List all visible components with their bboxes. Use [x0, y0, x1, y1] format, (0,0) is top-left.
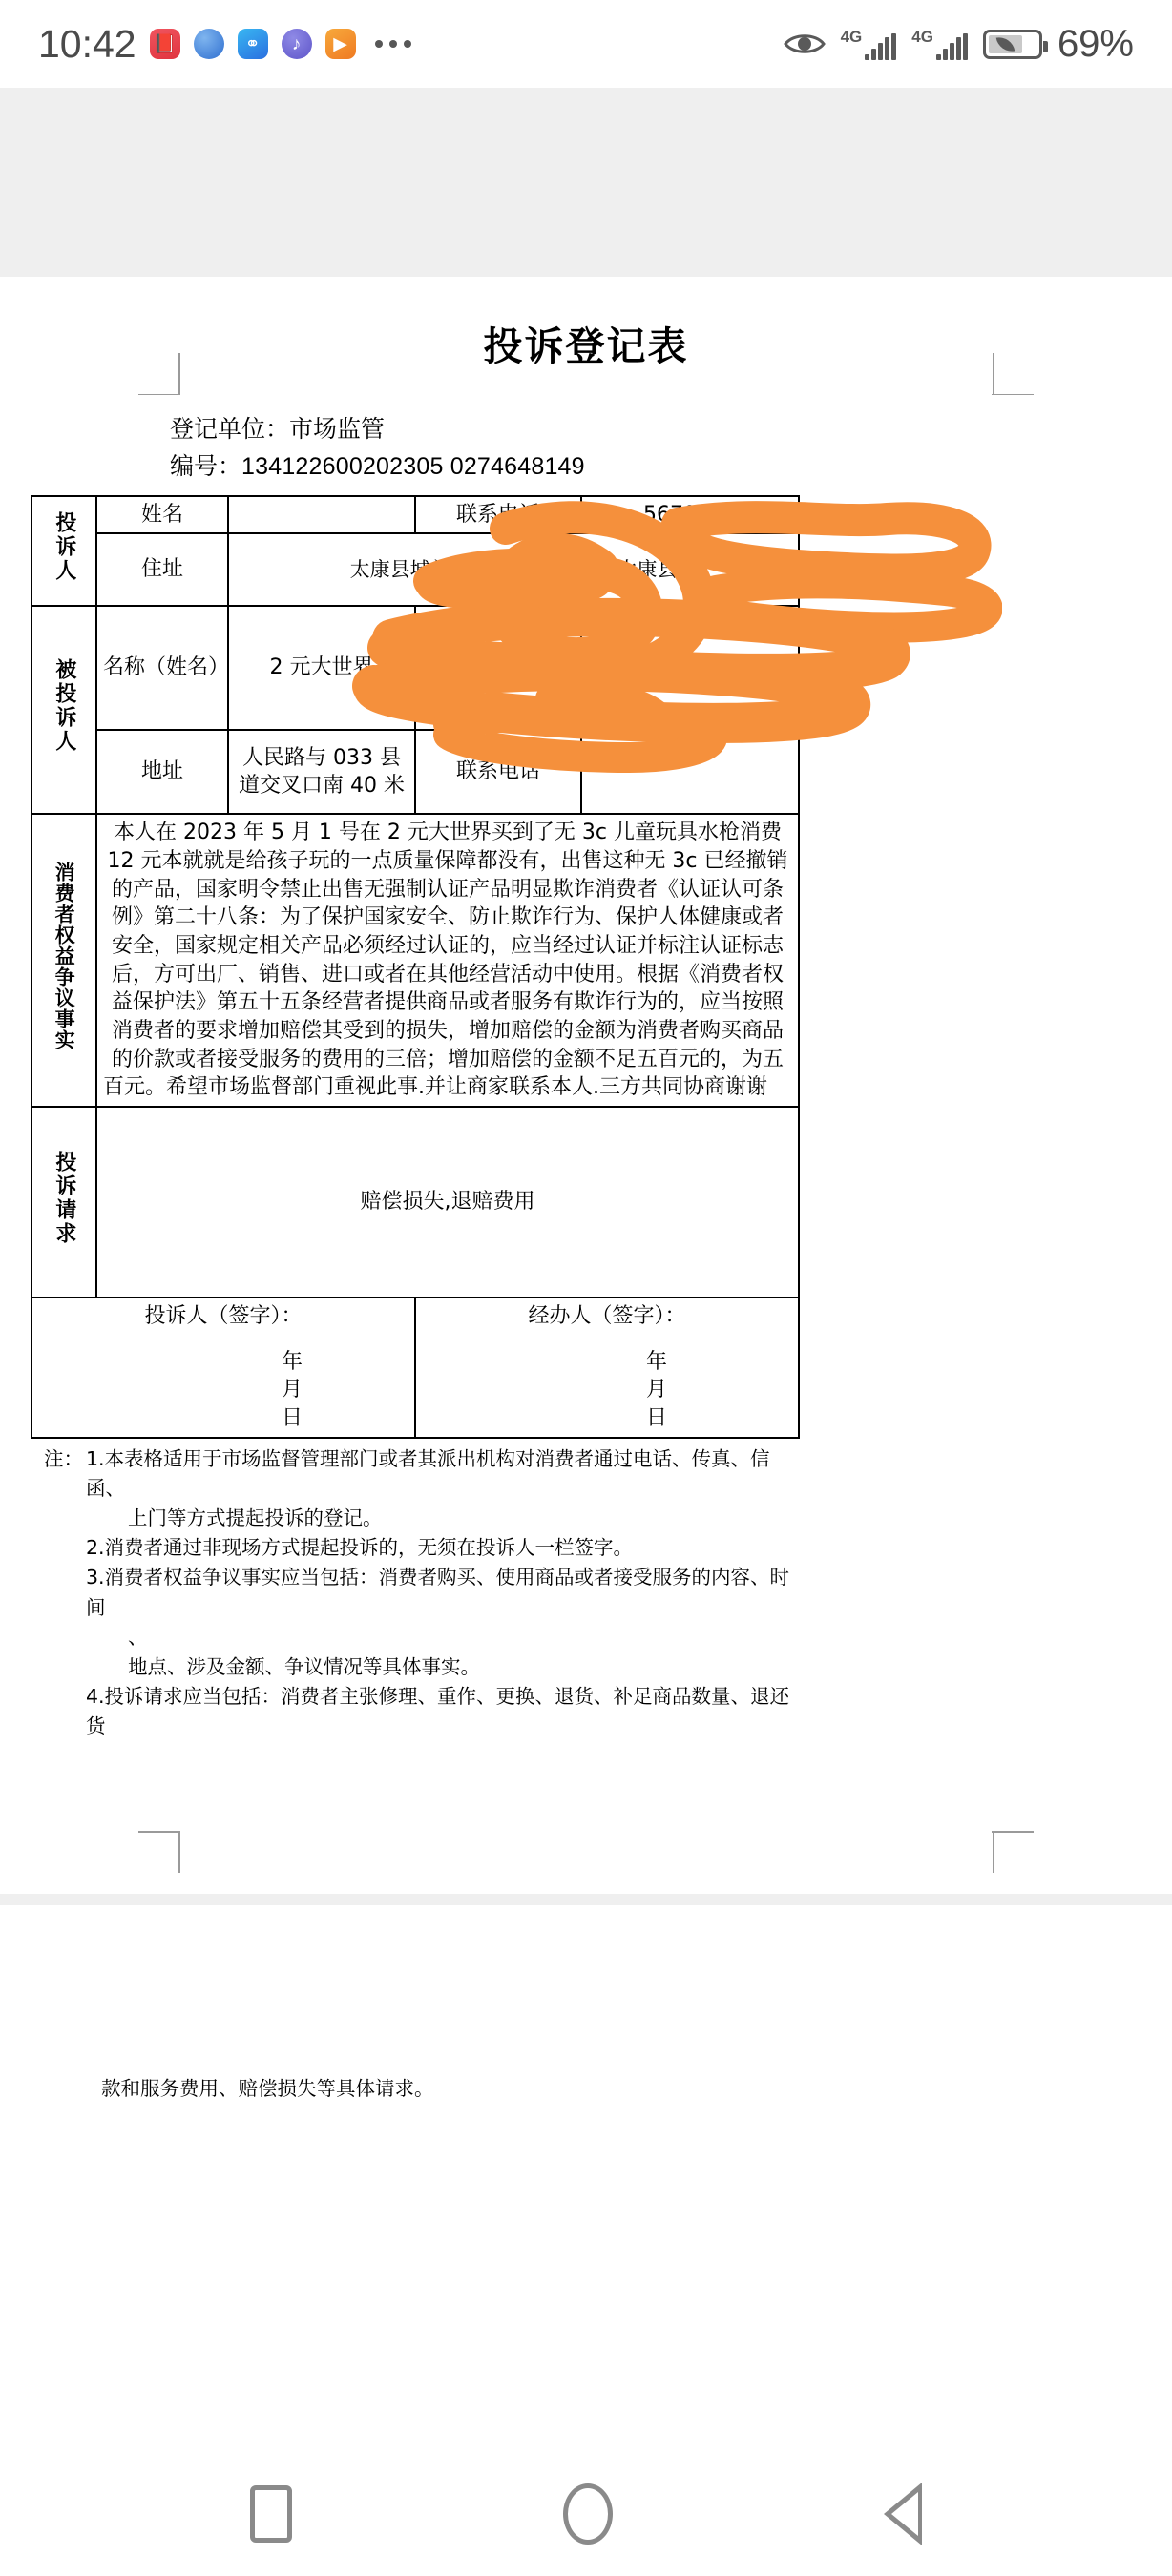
note-2-text: 2.消费者通过非现场方式提起投诉的，无须在投诉人一栏签字。 [86, 1536, 634, 1560]
name-label-cell: 姓名 [96, 496, 228, 534]
more-apps-icon [375, 40, 411, 48]
complaint-form-table [31, 495, 842, 1439]
status-bar-left [38, 22, 411, 67]
name-value-cell [228, 496, 415, 534]
dispute-facts-label: 消费者权益争议事实 [52, 862, 76, 1051]
signal-icon-2 [911, 29, 968, 60]
serial-number-value: 134122600202305 0274648149 [241, 452, 585, 480]
handler-date-fields: 年 月 日 [645, 1349, 842, 1431]
table-row [31, 1107, 799, 1298]
address-label-cell: 住址 [96, 533, 228, 606]
request-value-cell: 赔偿损失,退赔费用 [96, 1107, 799, 1298]
note-item-3 [44, 1563, 807, 1682]
biz-phone-label-cell: 联系电话 [415, 730, 581, 814]
note-1-line-1: 本表格适用于市场监督管理部门或者其派出机构对消费者通过电话、传真、信函、 [86, 1446, 770, 1500]
status-clock: 10:42 [38, 21, 136, 66]
music-app-icon: ♪ [282, 29, 312, 59]
network-label-1: 4G [840, 27, 863, 46]
table-row [31, 496, 799, 534]
table-row [31, 606, 799, 730]
table-row [31, 533, 799, 606]
complainant-group-label: 投诉人 [52, 510, 76, 583]
status-bar [0, 0, 1172, 88]
recents-square-icon[interactable] [250, 2485, 292, 2543]
browser-app-icon [194, 29, 224, 59]
complainant-signature-cell [31, 1298, 477, 1438]
page-gap-between [0, 1894, 1172, 1905]
biz-phone-value-cell [581, 730, 799, 814]
contact-person-value-cell [581, 606, 799, 730]
note-1-line-2: 上门等方式提起投诉的登记。 [128, 1506, 383, 1530]
home-circle-icon[interactable] [563, 2483, 613, 2545]
dispute-facts-value-cell: 本人在 2023 年 5 月 1 号在 2 元大世界买到了无 3c 儿童玩具水枪消费 12 元本就就是给孩子玩的一点质量保障都没有，出售这种无 3c 已经撤销的产品，国家明令禁止出售无强制认证产品明显欺诈消费者《认证认可条例》第二十八条：为了保护国家安全、防止欺诈行为、保护人体健康或者安全，国家规定相关产品必须经过认证的，应当经过认证并标注认证标志后，方可出厂、销售、进口或者在其他经营活动中使用。根据《消费者权益保护法》第五十五条经营者提供商品或者服务有欺诈行为的，应当按照消费者的要求增加赔偿其受到的损失，增加赔偿的金额为消费者购买商品的价款或者接受服务的费用的三倍；增加赔偿的金额不足五百元的，为五百元。希望市场监督部门重视此事.并让商家联系本人.三方共同协商谢谢 [96, 814, 799, 1107]
registering-unit-value: 市场监管 [289, 415, 386, 443]
battery-icon [983, 30, 1042, 59]
dispute-facts-label-cell [31, 814, 96, 1107]
serial-number-line [170, 448, 1172, 486]
phone-value-cell: 5670123 [581, 496, 799, 534]
document-page-1 [0, 277, 1172, 1894]
page-title: 投诉登记表 [483, 323, 689, 369]
network-label-2: 4G [911, 27, 933, 46]
power-saving-leaf-icon [996, 34, 1015, 53]
status-bar-right [784, 23, 1134, 66]
navigation-bar [0, 2452, 1172, 2576]
crop-mark-bottom-right [992, 1831, 1034, 1873]
note-3-line-3: 地点、涉及金额、争议情况等具体事实。 [128, 1654, 480, 1678]
brand-app-icon: ⚭ [238, 29, 268, 59]
handler-signature-label: 经办人（签字）： [528, 1304, 686, 1329]
note-item-2 [44, 1533, 807, 1563]
biz-address-value-cell: 人民路与 033 县道交叉口南 40 米 [228, 730, 415, 814]
document-page-2 [0, 1905, 1172, 2452]
registering-unit-label: 登记单位： [170, 415, 290, 443]
registering-unit-line [170, 411, 1172, 448]
note-3-line-1: 3.消费者权益争议事实应当包括：消费者购买、使用商品或者接受服务的内容、时间 [86, 1566, 790, 1619]
table-row [31, 1298, 799, 1438]
complainant-date-fields: 年 月 日 [281, 1349, 477, 1431]
request-label-cell [31, 1107, 96, 1298]
battery-percent: 69% [1057, 22, 1134, 65]
page-gap-top [0, 88, 1172, 277]
phone-label-cell: 联系电话 [415, 496, 581, 534]
eye-comfort-icon [784, 31, 826, 56]
respondent-group-cell [31, 606, 96, 814]
table-row [31, 730, 799, 814]
complainant-signature-label: 投诉人（签字）： [144, 1304, 303, 1329]
request-label: 投诉请求 [52, 1150, 76, 1246]
back-triangle-icon[interactable] [884, 2483, 922, 2545]
respondent-group-label: 被投诉人 [52, 657, 76, 754]
form-notes [44, 1444, 807, 1742]
note-1-number: 1. [86, 1446, 105, 1470]
crop-mark-top-right [992, 353, 1034, 395]
note-3-line-2: 、 [128, 1625, 148, 1649]
biz-address-label-cell: 地址 [96, 730, 228, 814]
complainant-group-cell [31, 496, 96, 607]
note-item-4 [44, 1682, 807, 1741]
signal-icon-1 [841, 29, 897, 60]
table-row [31, 814, 799, 1107]
crop-mark-top-left [138, 353, 180, 395]
note-4-text: 4.投诉请求应当包括：消费者主张修理、重作、更换、退货、补足商品数量、退还货 [86, 1685, 790, 1738]
biz-name-label-cell: 名称（姓名） [96, 606, 228, 730]
biz-name-value-cell: 2 元大世界 [228, 606, 415, 730]
book-app-icon: 📕 [150, 29, 180, 59]
address-value-cell: 太康县城关回族镇 河南省周口太康县 [228, 533, 799, 606]
serial-number-label: 编号： [170, 451, 242, 480]
contact-person-label-cell: 联系人 [415, 606, 581, 730]
page-2-continuation-text: 款和服务费用、赔偿损失等具体请求。 [101, 2077, 434, 2100]
crop-mark-bottom-left [138, 1831, 180, 1873]
notes-prefix: 注： [44, 1446, 83, 1470]
video-app-icon: ▶ [325, 29, 356, 59]
note-item-1 [44, 1444, 807, 1533]
